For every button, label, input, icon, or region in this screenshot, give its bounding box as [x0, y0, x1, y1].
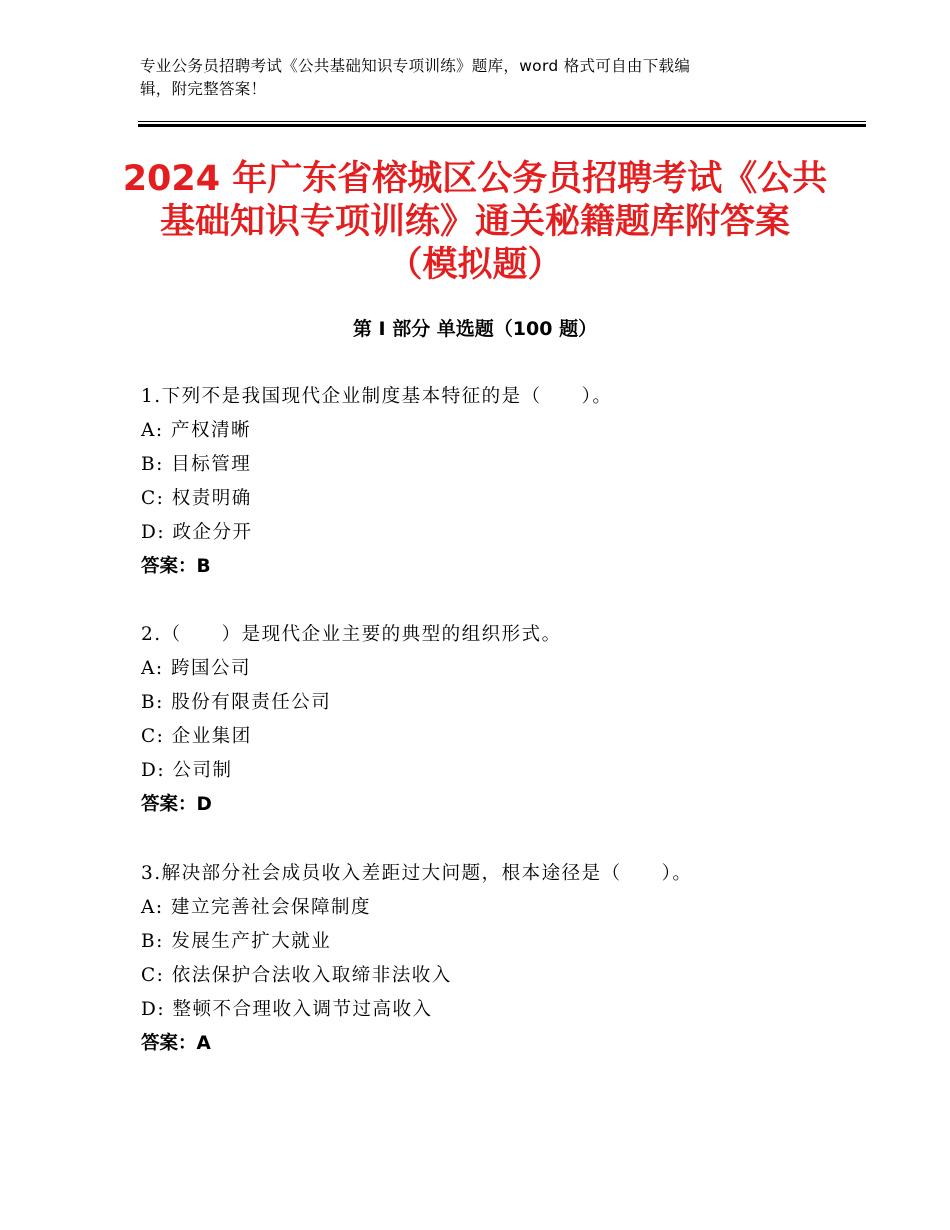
option-c: C: 依法保护合法收入取缔非法收入 [141, 965, 452, 986]
option-a: A: 建立完善社会保障制度 [141, 897, 371, 918]
title-line-3: （模拟题） [387, 245, 563, 285]
section-title: 第 I 部分 单选题（100 题） [352, 318, 598, 340]
answer: 答案：D [141, 794, 212, 815]
question-stem: 1.下列不是我国现代企业制度基本特征的是（ ）。 [141, 386, 613, 407]
document-header-note [140, 55, 800, 101]
option-b: B: 发展生产扩大就业 [141, 931, 332, 952]
answer: 答案：A [141, 1033, 211, 1054]
option-c: C: 权责明确 [141, 488, 252, 509]
question-2 [141, 618, 861, 822]
question-3 [141, 857, 861, 1061]
option-a: A: 跨国公司 [141, 658, 251, 679]
document-title [120, 158, 830, 287]
header-rule-thin [138, 121, 866, 122]
question-stem: 2.（ ）是现代企业主要的典型的组织形式。 [141, 624, 562, 645]
option-b: B: 目标管理 [141, 454, 252, 475]
question-1 [141, 380, 861, 584]
option-d: D: 公司制 [141, 760, 233, 781]
title-line-1: 2024 年广东省榕城区公务员招聘考试《公共 [122, 159, 828, 199]
header-rule-thick [138, 124, 866, 127]
option-c: C: 企业集团 [141, 726, 252, 747]
option-d: D: 整顿不合理收入调节过高收入 [141, 999, 433, 1020]
option-a: A: 产权清晰 [141, 420, 251, 441]
header-note-line-2: 辑，附完整答案！ [140, 80, 267, 98]
option-d: D: 政企分开 [141, 522, 253, 543]
header-note-line-1: 专业公务员招聘考试《公共基础知识专项训练》题库，word 格式可自由下载编 [140, 57, 691, 75]
title-line-2: 基础知识专项训练》通关秘籍题库附答案 [159, 202, 790, 242]
question-stem: 3.解决部分社会成员收入差距过大问题，根本途径是（ ）。 [141, 863, 693, 884]
option-b: B: 股份有限责任公司 [141, 692, 332, 713]
answer: 答案：B [141, 556, 211, 577]
